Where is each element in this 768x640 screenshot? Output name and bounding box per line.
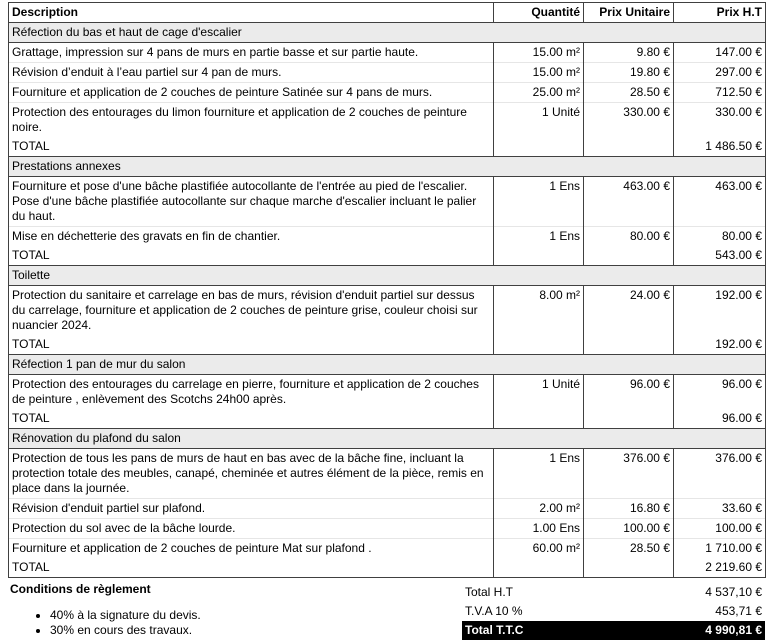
item-description: Fourniture et application de 2 couches de peinture Mat sur plafond . [9, 539, 494, 559]
item-description: Protection de tous les pans de murs de haut en bas avec de la bâche fine, incluant la protection totale des meubles, canapé, cheminée et autres élément de la pièce, remis en place dans la journée. [9, 449, 494, 499]
section-total-pu-empty [584, 409, 674, 429]
section-total-quantite-empty [494, 558, 584, 578]
item-prix-ht: 1 710.00 € [674, 539, 766, 559]
section-title: Rénovation du plafond du salon [9, 429, 766, 449]
section-header-row [9, 23, 766, 43]
section-title: Réfection 1 pan de mur du salon [9, 355, 766, 375]
section-total-label: TOTAL [9, 558, 494, 578]
item-prix-unitaire: 330.00 € [584, 103, 674, 138]
payment-conditions [10, 582, 410, 638]
section-header-row [9, 429, 766, 449]
item-prix-unitaire: 16.80 € [584, 499, 674, 519]
table-header-row [9, 3, 766, 23]
item-prix-unitaire: 28.50 € [584, 539, 674, 559]
quote-table [8, 2, 766, 578]
totals-summary [462, 583, 765, 640]
section-total-row [9, 409, 766, 429]
payment-conditions-title: Conditions de règlement [10, 582, 151, 596]
section-header-row [9, 266, 766, 286]
item-prix-unitaire: 100.00 € [584, 519, 674, 539]
item-quantite: 25.00 m² [494, 83, 584, 103]
total-ht-value: 4 537,10 € [705, 585, 762, 599]
item-prix-ht: 330.00 € [674, 103, 766, 138]
total-ttc-value: 4 990,81 € [616, 621, 765, 640]
item-quantite: 15.00 m² [494, 63, 584, 83]
section-total-pu-empty [584, 335, 674, 355]
total-ht-row [462, 583, 765, 602]
table-row [9, 43, 766, 63]
section-total-quantite-empty [494, 137, 584, 157]
payment-condition-item: • 40% à la signature du devis. [50, 608, 410, 623]
item-prix-unitaire: 96.00 € [584, 375, 674, 410]
item-prix-ht: 33.60 € [674, 499, 766, 519]
item-prix-ht: 376.00 € [674, 449, 766, 499]
item-description: Protection du sanitaire et carrelage en bas de murs, révision d'enduit partiel sur dessus du carrelage, fourniture et application de 2 couches de peinture grise, couleur choisi sur nuancier 2024. [9, 286, 494, 336]
item-quantite: 8.00 m² [494, 286, 584, 336]
item-quantite: 1 Unité [494, 375, 584, 410]
quote-body [9, 23, 766, 578]
item-prix-unitaire: 19.80 € [584, 63, 674, 83]
section-total-value: 1 486.50 € [674, 137, 766, 157]
total-ht-label: Total H.T [465, 585, 514, 599]
table-row [9, 539, 766, 559]
table-row [9, 499, 766, 519]
section-header-row [9, 157, 766, 177]
section-total-label: TOTAL [9, 409, 494, 429]
item-quantite: 1 Ens [494, 227, 584, 247]
section-total-label: TOTAL [9, 137, 494, 157]
section-title: Prestations annexes [9, 157, 766, 177]
item-quantite: 1.00 Ens [494, 519, 584, 539]
tva-value: 453,71 € [715, 604, 762, 618]
item-quantite: 2.00 m² [494, 499, 584, 519]
item-prix-ht: 192.00 € [674, 286, 766, 336]
section-total-pu-empty [584, 558, 674, 578]
table-row [9, 449, 766, 499]
table-row [9, 227, 766, 247]
table-row [9, 177, 766, 227]
tva-row [462, 602, 765, 621]
table-row [9, 286, 766, 336]
header-quantite: Quantité [494, 3, 584, 23]
item-prix-unitaire: 9.80 € [584, 43, 674, 63]
item-prix-unitaire: 80.00 € [584, 227, 674, 247]
table-row [9, 375, 766, 410]
table-row [9, 103, 766, 138]
payment-condition-item: • 30% en cours des travaux. [50, 623, 410, 638]
payment-conditions-list [10, 608, 410, 638]
item-prix-ht: 96.00 € [674, 375, 766, 410]
item-description: Révision d’enduit à l’eau partiel sur 4 pan de murs. [9, 63, 494, 83]
item-description: Protection des entourages du carrelage en pierre, fourniture et application de 2 couches de peinture , enlèvement des Scotchs 24h00 après. [9, 375, 494, 410]
item-prix-unitaire: 463.00 € [584, 177, 674, 227]
tva-label: T.V.A 10 % [465, 604, 523, 618]
section-total-quantite-empty [494, 246, 584, 266]
section-total-row [9, 137, 766, 157]
header-prix-ht: Prix H.T [674, 3, 766, 23]
table-row [9, 63, 766, 83]
item-description: Mise en déchetterie des gravats en fin de chantier. [9, 227, 494, 247]
section-total-row [9, 558, 766, 578]
total-ttc-label: Total T.T.C [462, 621, 616, 640]
section-total-value: 96.00 € [674, 409, 766, 429]
header-prix-unitaire: Prix Unitaire [584, 3, 674, 23]
item-prix-unitaire: 28.50 € [584, 83, 674, 103]
item-prix-ht: 80.00 € [674, 227, 766, 247]
section-title: Toilette [9, 266, 766, 286]
section-title: Réfection du bas et haut de cage d'escalier [9, 23, 766, 43]
item-prix-ht: 100.00 € [674, 519, 766, 539]
item-prix-unitaire: 24.00 € [584, 286, 674, 336]
item-description: Fourniture et application de 2 couches de peinture Satinée sur 4 pans de murs. [9, 83, 494, 103]
item-quantite: 1 Ens [494, 177, 584, 227]
section-total-row [9, 335, 766, 355]
item-quantite: 1 Unité [494, 103, 584, 138]
section-total-value: 543.00 € [674, 246, 766, 266]
section-total-label: TOTAL [9, 246, 494, 266]
section-total-value: 2 219.60 € [674, 558, 766, 578]
section-total-label: TOTAL [9, 335, 494, 355]
item-description: Protection des entourages du limon fourniture et application de 2 couches de peinture noire. [9, 103, 494, 138]
item-description: Fourniture et pose d'une bâche plastifiée autocollante de l'entrée au pied de l'escalier. Pose d'une bâche plastifiée autocollante sur chaque marche d'escalier incluant le palier du haut. [9, 177, 494, 227]
item-quantite: 60.00 m² [494, 539, 584, 559]
section-total-pu-empty [584, 246, 674, 266]
section-header-row [9, 355, 766, 375]
item-prix-ht: 147.00 € [674, 43, 766, 63]
item-description: Révision d'enduit partiel sur plafond. [9, 499, 494, 519]
item-quantite: 1 Ens [494, 449, 584, 499]
item-quantite: 15.00 m² [494, 43, 584, 63]
section-total-row [9, 246, 766, 266]
header-description: Description [9, 3, 494, 23]
section-total-pu-empty [584, 137, 674, 157]
item-description: Grattage, impression sur 4 pans de murs en partie basse et sur partie haute. [9, 43, 494, 63]
item-description: Protection du sol avec de la bâche lourde. [9, 519, 494, 539]
section-total-quantite-empty [494, 409, 584, 429]
item-prix-ht: 463.00 € [674, 177, 766, 227]
item-prix-unitaire: 376.00 € [584, 449, 674, 499]
item-prix-ht: 712.50 € [674, 83, 766, 103]
section-total-value: 192.00 € [674, 335, 766, 355]
section-total-quantite-empty [494, 335, 584, 355]
table-row [9, 519, 766, 539]
item-prix-ht: 297.00 € [674, 63, 766, 83]
table-row [9, 83, 766, 103]
